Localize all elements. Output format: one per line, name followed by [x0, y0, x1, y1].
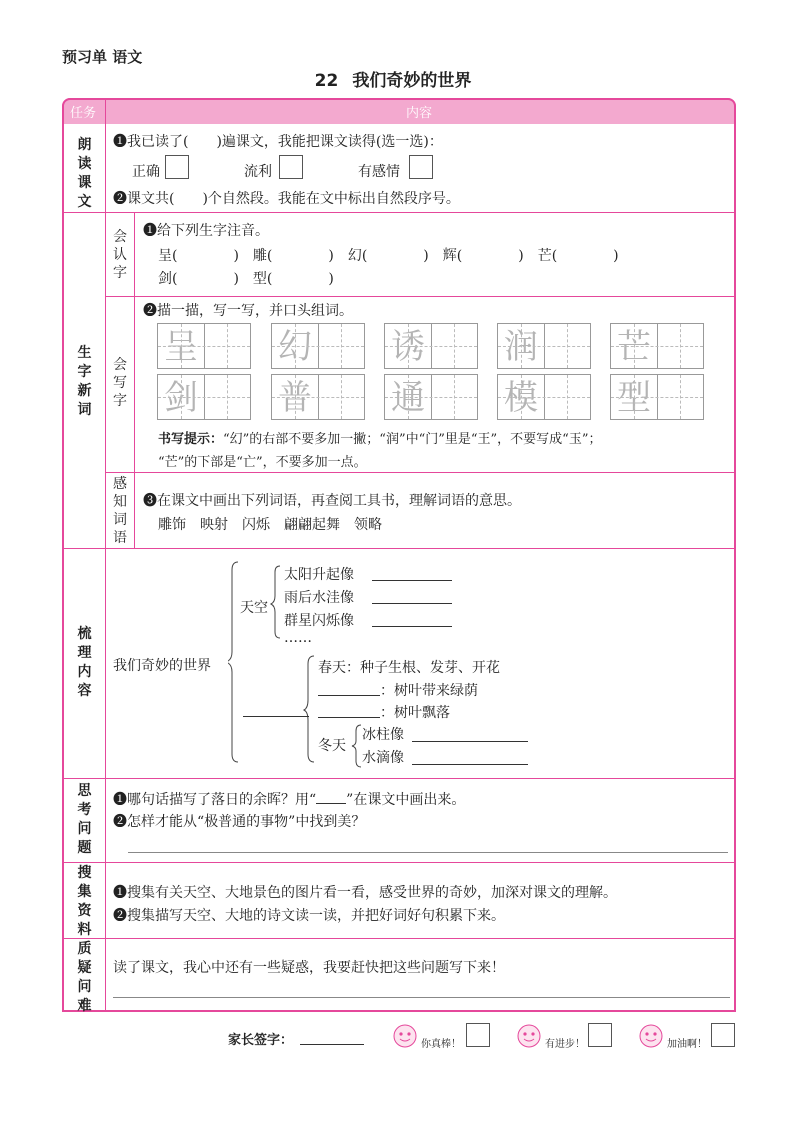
- writing-grid[interactable]: 型: [610, 374, 704, 420]
- subcolumn-divider: [134, 212, 135, 548]
- writing-grid[interactable]: 芒: [610, 323, 704, 369]
- answer-blank[interactable]: [318, 695, 380, 696]
- read-count-question: ❶我已读了( )遍课文，我能把课文读得(选一选)：: [113, 134, 443, 150]
- badge-label: 有进步！: [545, 1039, 585, 1050]
- option-label: 流利: [244, 164, 272, 180]
- parent-signature-label: 家长签字：: [228, 1033, 294, 1048]
- sky-item: ……: [284, 630, 312, 646]
- row-separator: [62, 862, 736, 863]
- option-checkbox[interactable]: [165, 155, 189, 179]
- content-column-header: 内容: [406, 106, 433, 121]
- answer-blank[interactable]: [372, 626, 452, 627]
- row-label-think: 思 考 问 题: [77, 783, 92, 856]
- winter-label: 冬天: [318, 738, 346, 754]
- page-title: [0, 66, 800, 91]
- think-question-1: ❶哪句话描写了落日的余晖？用“ ”在课文中画出来。: [113, 792, 466, 808]
- writing-grid[interactable]: 润: [497, 323, 591, 369]
- winter-item: 冰柱像: [362, 727, 404, 743]
- sky-item: 太阳升起像: [284, 567, 354, 583]
- lesson-number: 22: [314, 71, 339, 91]
- think-question-2: ❷怎样才能从“极普通的事物”中找到美？: [113, 814, 366, 830]
- row-separator: [62, 938, 736, 939]
- writing-grid[interactable]: 模: [497, 374, 591, 420]
- sky-label: 天空: [240, 600, 268, 616]
- doubt-prompt: 读了课文，我心中还有一些疑惑，我要赶快把这些问题写下来！: [113, 960, 505, 976]
- task-column-header: 任务: [70, 106, 97, 121]
- writing-grid[interactable]: 通: [384, 374, 478, 420]
- writing-grid[interactable]: 呈: [157, 323, 251, 369]
- option-checkbox[interactable]: [409, 155, 433, 179]
- row-separator: [106, 472, 736, 473]
- collect-task-1: ❶搜集有关天空、大地景色的图片看一看，感受世界的奇妙，加深对课文的理解。: [113, 885, 617, 901]
- badge-label: 你真棒！: [421, 1039, 461, 1050]
- smiley-sun-icon: [389, 1020, 421, 1052]
- option-label: 正确: [132, 164, 160, 180]
- row-separator: [62, 548, 736, 549]
- row-label-collect: 搜 集 资 料: [77, 865, 92, 938]
- answer-blank[interactable]: [412, 741, 528, 742]
- sky-item: 群星闪烁像: [284, 613, 354, 629]
- row-label-questions: 质 疑 问 难: [77, 941, 92, 1014]
- sublabel-recognize: 会 认 字: [113, 229, 127, 281]
- collect-task-2: ❷搜集描写天空、大地的诗文读一读，并把好词好句积累下来。: [113, 908, 505, 924]
- answer-blank[interactable]: [243, 716, 309, 717]
- writing-tip: 书写提示：“幻”的右部不要多加一撇；“润”中“门”里是“王”，不要写成“玉”；: [158, 432, 602, 447]
- row-label-summary: 梳 理 内 容: [77, 626, 92, 699]
- answer-line[interactable]: [113, 997, 730, 998]
- badge-checkbox[interactable]: [466, 1023, 490, 1047]
- writing-tip: “芒”的下部是“亡”，不要多加一点。: [158, 455, 367, 470]
- writing-grid[interactable]: 剑: [157, 374, 251, 420]
- pinyin-line: 呈( ) 雕( ) 幻( ) 辉( ) 芒( ): [158, 248, 619, 264]
- badge-label: 加油啊！: [667, 1039, 707, 1050]
- sublabel-write: 会 写 字: [113, 357, 127, 409]
- row-separator: [62, 778, 736, 779]
- badge-checkbox[interactable]: [588, 1023, 612, 1047]
- mindmap-root: 我们奇妙的世界: [113, 658, 211, 674]
- answer-blank[interactable]: [372, 580, 452, 581]
- vocab-list: 雕饰 映射 闪烁 翩翩起舞 领略: [158, 517, 382, 533]
- smiley-sun-icon: [513, 1020, 545, 1052]
- writing-grid[interactable]: 幻: [271, 323, 365, 369]
- vocab-instruction: ❸在课文中画出下列词语，再查阅工具书，理解词语的意思。: [143, 493, 521, 509]
- row-separator: [106, 296, 736, 297]
- earth-item: ：树叶带来绿荫: [380, 683, 478, 699]
- sublabel-perceive: 感 知 词 语: [113, 476, 127, 546]
- smiley-sun-icon: [635, 1020, 667, 1052]
- badge-checkbox[interactable]: [711, 1023, 735, 1047]
- sky-item: 雨后水洼像: [284, 590, 354, 606]
- row-label-read: 朗 读 课 文: [77, 137, 92, 210]
- paragraph-count-question: ❷课文共( )个自然段。我能在文中标出自然段序号。: [113, 191, 460, 207]
- lesson-title: 我们奇妙的世界: [352, 71, 472, 91]
- option-checkbox[interactable]: [279, 155, 303, 179]
- pinyin-line: 剑( ) 型( ): [158, 271, 334, 287]
- write-instruction: ❷描一描，写一写，并口头组词。: [143, 303, 353, 319]
- winter-item: 水滴像: [362, 750, 404, 766]
- row-separator: [62, 212, 736, 213]
- row-label-new-words: 生 字 新 词: [77, 345, 92, 418]
- option-label: 有感情: [358, 164, 400, 180]
- writing-grid[interactable]: 诱: [384, 323, 478, 369]
- answer-blank[interactable]: [412, 764, 528, 765]
- parent-signature-line[interactable]: [300, 1044, 364, 1045]
- answer-blank[interactable]: [318, 717, 380, 718]
- answer-line[interactable]: [128, 852, 728, 853]
- answer-blank[interactable]: [372, 603, 452, 604]
- writing-grid[interactable]: 普: [271, 374, 365, 420]
- earth-item: 春天：种子生根、发芽、开花: [318, 660, 500, 676]
- subject-header: 预习单 语文: [62, 48, 143, 66]
- pinyin-instruction: ❶给下列生字注音。: [143, 223, 269, 239]
- earth-item: ：树叶飘落: [380, 705, 450, 721]
